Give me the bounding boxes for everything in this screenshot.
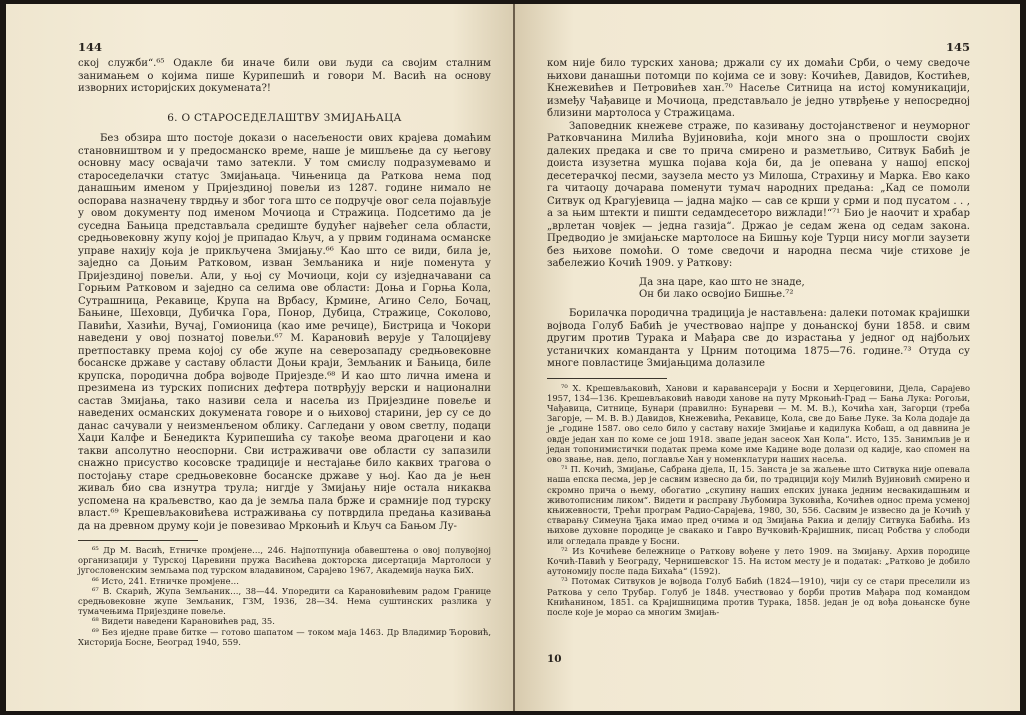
left-footnotes	[78, 545, 491, 647]
footnote-66: ⁶⁶ Исто, 241. Етничке промјене…	[92, 575, 239, 586]
right-paragraph-1: Заповедник кнежеве страже, по казивању достојанственог и неуморног Ратковчанина Милића Вујиновића, који много зна о прошлости својих далеких предака и све то прича смирено и разметљиво, Ситвук Бабић је доиста изузетна мушка појава која би, да је опевана у нашој епској десетерачкој песми, заузела место уз Милоша, Страхињу и Марка. Ево како га читаоцу дочарава поменути тумач народних предања: „Кад се помоли Ситвук од Крагујевица — јадна мајко — сав се крши у срми и под пусатом . . , а за њим штекти и пишти седамдесеторо вижлади!“⁷¹ Био је наочит и храбар „врлетан човјек — једна газија“. Држао је седам жена од седам закона. Предводио је змијањске мартолосе на Бишњу које Турци нису могли заузети без њихове помоћи. О томе сведочи и народна песма чије стихове је забележио Кочић 1909. у Раткову:	[547, 120, 970, 269]
right-page	[513, 4, 1020, 711]
page-number-left: 144	[78, 40, 103, 54]
folk-song-verse	[639, 277, 970, 303]
book-gutter	[513, 4, 515, 711]
right-paragraph-2: Борилачка породична традиција је настављена: далеки потомак крајишки војвода Голуб Бабић је учествовао најпре у доњанској буни 1858. и свим другим против Турака и Мађара све до израстања у једног од најбољих устаничких команданта у Црним потоцима 1875—76. године.⁷³ Отуда су многе повластице Змијањцима долазиле	[547, 308, 970, 370]
footnote-70: ⁷⁰ Х. Крешевљаковић, Ханови и каравансераји у Босни и Херцеговини, Дјела, Сарајево 1957, 134—136. Крешевљаковић наводи ханове на путу Мркоњић-Град — Бања Лука: Рогољи, Чађавица, Ситнице, Бунари (правилно: Бунареви — М. М. В.), Кочића хан, Загорци (треба Загорје, — М. В. В.) Давидов, Кнежевића, Рекавице, Кола, све до Бање Луке. За Кола додаје да је „године 1587. ово село било у саставу нахије Змијање и кадилука Кобаш, а од давнина је овдје један хан по коме се још 1918. звапе један засеок Хан Кола“. Исто, 135. Занимљив је и један топонимистички податак према коме име Кадине воде долази од кадије, као спомен на ово звање, нав. дело, поглавље Хан у номенклатури наших насеља.	[547, 382, 970, 465]
section-heading: 6. О СТАРОСЕДЕЛАШТВУ ЗМИЈАЊАЦА	[167, 111, 402, 124]
footnote-65: ⁶⁵ Др М. Васић, Етничке промјене…, 246. Најпотпунија обавештења о овој полувојној организацији у Турској Царевини пружа Васићева докторска дисертација Мартолоси у југословенским земљама под турском владавином, Сарајево 1967, Академија наука БиХ.	[78, 545, 491, 576]
left-page	[6, 4, 513, 711]
page-number-right: 145	[945, 40, 970, 54]
footnote-72: ⁷² Из Кочићеве бележнице о Раткову вођене у лето 1909. на Змијању. Архив породице Кочић-Павић у Београду, Чернишевског 15. На истом месту је и податак: „Ратково је добило аутономију после пада Бихаћа“ (1592).	[547, 545, 970, 577]
left-main-paragraph: Без обзира што постоје докази о насељености ових крајева домаћим становништвом и у предосманско време, наше је мишљење да су његову основну масу освајачи тамо затекли. У том смислу подразумевамо и староседелачки статус Змијањаца. Чињеница да Раткова нема под данашњим именом у Пријездиној повељи из 1287. године нимало не оспорава назначену тврдњу и због тога што се подручје овог села појављује у овом документу под именом Мочиоца и Стражица. Подсетимо да је суседна Бањица представљала средиште будућег највећег села области, средњовековну жупу којој је припадао Кључ, а у првим годинама османске управе нахију која је прикључена Змијању.⁶⁶ Као што се види, била је, заједно са Доњим Ратковом, изван Земљаника и није поменута у Пријездиној повељи. Али, у њој су Мочиоци, који су изједначавани са Горњим Ратковом и заједно са селима ове области: Доња и Горња Кола, Сутрашница, Рекавице, Крупа на Врбасу, Крмине, Агино Село, Бочац, Бањине, Шеховци, Дубичка Гора, Понор, Дубица, Стражице, Соколово, Павићи, Хазићи, Вучај, Гомионица (као име речице), Бистрица и Чокори наведени у овој познатој повељи.⁶⁷ М. Карановић верује у Талоцијеву претпоставку према којој су обе жупе на северозападу средњовековне босанске државе у саставу области Доњи краји, Земљаник и Бањица, биле крупска, породична добра војводе Пријезде.⁶⁸ И као што лична имена и презимена из турских пописних дефтера потврђују верски и национални састав Змијања, тако називи села и насеља из Пријездине повеље и наведених османских докумената говоре и о њиховој старини, јер су се до данас сачували у неизменљеном облику. Сагледани у овом светлу, подаци Хаџи Калфе и Бенедикта Курипешића су такође веома драгоцени и као такви апсолутно неоспорни. Сви истраживачи ове области су запазили снажно присуство косовске традиције и нестајање било каквих трагова о постојању старе средњовековне босанске државе у њој. Као да је њен живаљ био сва изнутра трула; нигдје у Змијању није остала никаква успомена на краљевство, као да је земља пала брже и срамније под турску власт.⁶⁹ Крешевљаковићева истраживања су потврдила предања казивања да на древном друму који је повезивао Мркоњић и Кључ са Бањом Лу-	[78, 133, 491, 532]
right-footnotes	[547, 383, 970, 618]
signature-mark: 10	[547, 653, 562, 665]
footnote-68: ⁶⁸ Видети наведени Карановићев рад, 35.	[92, 616, 275, 627]
footnote-69: ⁶⁹ Без иједне праве битке — готово шапатом — током маја 1463. Др Владимир Ћоровић, Хисторија Босне, Београд 1940, 559.	[78, 626, 491, 647]
footnote-divider-right	[547, 378, 667, 379]
footnote-divider-left	[78, 540, 198, 541]
right-opening-paragraph: ком није било турских ханова; држали су их домаћи Срби, о чему сведоче њихови данашњи потомци по којима се и зову: Кочићев, Давидов, Костићев, Кнежевићев и Петровићев хан.⁷⁰ Насеље Ситница на истој комуникацији, између Чађавице и Мочиоца, представљало је једно утврђење у непосредној близини мартолоса у Стражицама.	[547, 58, 970, 119]
footnote-67: ⁶⁷ В. Скарић, Жупа Земљаник…, 38—44. Упоредити са Карановићевим радом Границе средњовековне жупе Земљаник, ГЗМ, 1936, 28—34. Нема суштинских разлика у тумачењима Пријездине повеље.	[78, 585, 491, 617]
footnote-73: ⁷³ Потомак Ситвуков је војвода Голуб Бабић (1824—1910), чији су се стари преселили из Раткова у село Трубар. Голуб је 1848. учествовао у борби против Мађара под командом Книћанином, 1851. са Крајишницима против Турака, 1858. један је од вођа доњанске буне после које је морао са многим Змијањ-	[547, 576, 970, 618]
right-body	[547, 58, 970, 371]
left-opening-paragraph: ској служби“.⁶⁵ Одакле би иначе били ови људи са својим сталним занимањем о којима пише Курипешић и говори М. Васић на основу изворних историјских докумената?!	[78, 58, 491, 94]
left-body	[78, 58, 491, 533]
footnote-71: ⁷¹ П. Кочић, Змијање, Сабрана дјела, II, 15. Занста је за жаљење што Ситвука није опевала наша епска песма, јер је сасвим извесно да би, по традицији коју Милић Вујиновић смирено и скромно прича о њему, обогатио „скупину наших епских јунака једним несвакидашњим и животописним ликом“. Видети и расправу Љубомира Зуковића, Кочићев однос према усменој књижевности, Трећи програм Радио-Сарајева, 1980, 30, 556. Сасвим је извесно да је Кочић у стварању Симеуна Ђака имао пред очима и од Змијања Ракиа и делију Ситвука Бабића. Из њихове духовне породице је свакако и Гавро Вучковић-Крајишник, писац Робства у слободи или огледала правде у Босни.	[547, 464, 970, 546]
verse-line-2: Он би лако освојио Бишње.⁷²	[639, 289, 794, 301]
verse-line-1: Да зна царе, као што не знаде,	[639, 276, 805, 288]
book-spread	[6, 4, 1020, 711]
